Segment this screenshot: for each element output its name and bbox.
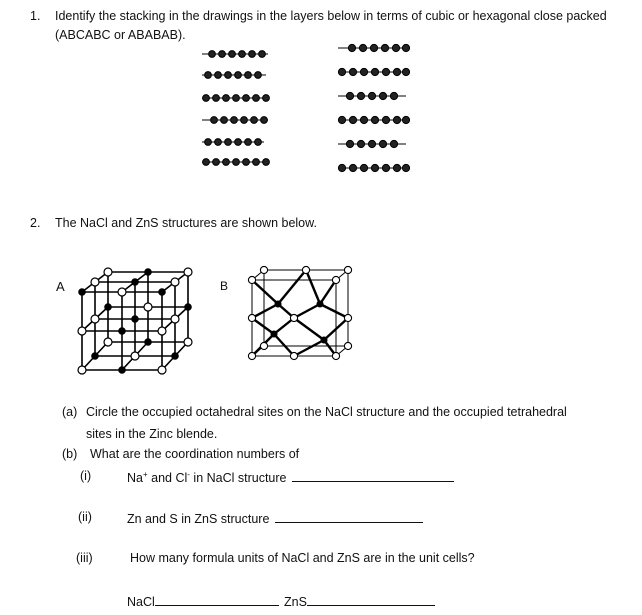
zns-structure-diagram (244, 262, 364, 372)
part-a-label: (a) (62, 405, 78, 419)
answer-blank-ii[interactable] (275, 510, 423, 523)
part-b-i-question (127, 469, 454, 485)
answer-blank-i[interactable] (292, 469, 454, 482)
part-b-ii-text: Zn and S in ZnS structure (127, 512, 270, 526)
cl-text: and Cl (147, 471, 188, 485)
q1-number: 1. (30, 9, 41, 23)
part-b-text: What are the coordination numbers of (90, 447, 300, 461)
structure-label-b: B (220, 279, 229, 293)
part-b-label: (b) (62, 447, 78, 461)
part-b-ii-label: (ii) (78, 510, 92, 524)
zns-answer-blank[interactable] (307, 593, 435, 606)
nacl-label: NaCl (127, 595, 155, 609)
cl-charge: - (187, 469, 190, 479)
nacl-answer-blank[interactable] (155, 593, 279, 606)
part-b-i-label: (i) (80, 469, 92, 483)
part-b-ii-question (127, 510, 423, 526)
structure-label-a: A (56, 279, 65, 294)
part-a-text-line2: sites in the Zinc blende. (86, 427, 218, 441)
part-b-iii-text: How many formula units of NaCl and ZnS are in the unit cells? (130, 551, 475, 565)
zns-label: ZnS (284, 595, 307, 609)
part-b-iii-label: (iii) (76, 551, 93, 565)
stacking-drawing-left (198, 42, 288, 172)
part-a-text-line1: Circle the occupied octahedral sites on the NaCl structure and the occupied tetrahedral (86, 405, 567, 419)
na-charge: + (142, 469, 148, 479)
nacl-answer-row (127, 593, 279, 609)
q1-text-line1: Identify the stacking in the drawings in the layers below in terms of cubic or hexagonal close packed (55, 9, 607, 23)
nacl-structure-diagram (76, 262, 206, 382)
q1-text-line2: (ABCABC or ABABAB). (55, 28, 186, 42)
stacking-drawing-right (334, 38, 424, 168)
zns-answer-row (284, 593, 435, 609)
nacl-structure-text: in NaCl structure (189, 471, 287, 485)
na-text: Na (127, 471, 143, 485)
q2-number: 2. (30, 216, 41, 230)
q2-text: The NaCl and ZnS structures are shown below. (55, 216, 317, 230)
